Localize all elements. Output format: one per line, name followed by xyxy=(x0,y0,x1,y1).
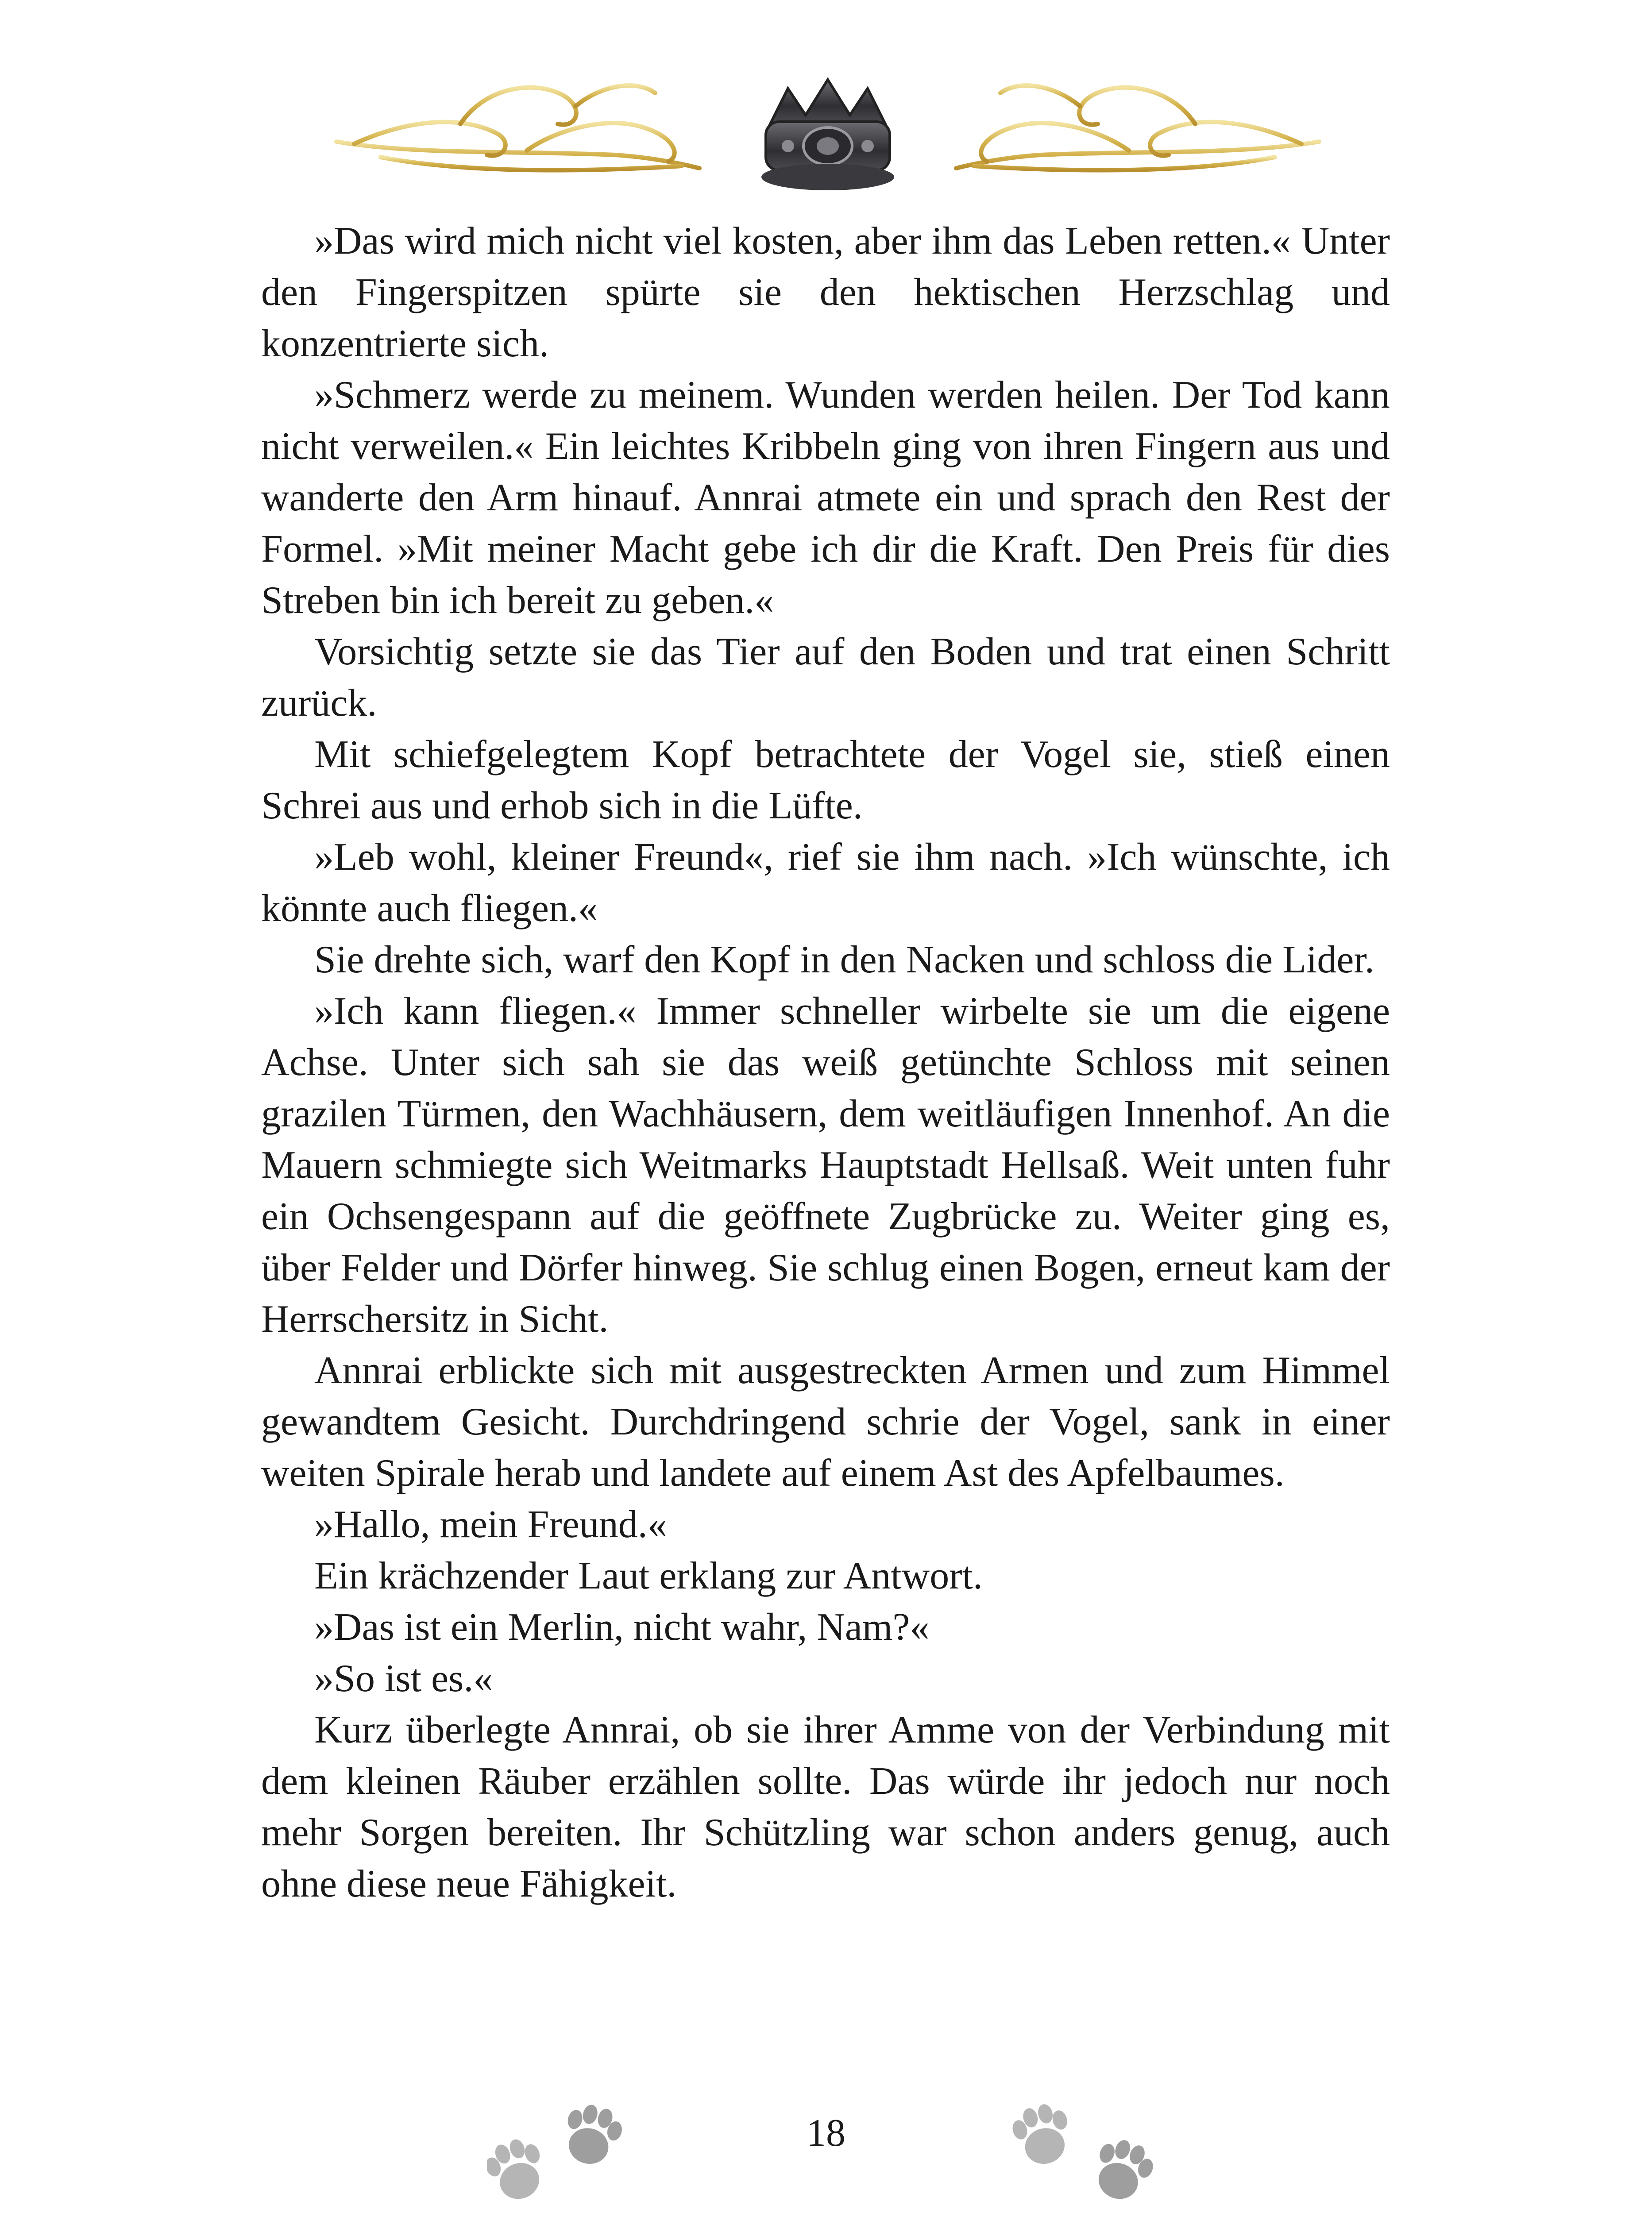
paragraph: Sie drehte sich, warf den Kopf in den Nacken und schloss die Lider. xyxy=(314,938,1374,981)
paw-prints-right-icon xyxy=(1005,2098,1164,2213)
paragraph: »Ich kann fliegen.« Immer schneller wirbelte sie um die eigene Achse. Unter sich sah sie das weiß getünchte Schloss mit seinen grazilen Türmen, den Wachhäusern, dem weitläufigen Innenhof. An die Mauern schmiegte sich Weitmarks Hauptstadt Hellsaß. Weit unten fuhr ein Ochsengespann auf die geöffnete Zugbrücke zu. Weiter ging es, über Felder und Dörfer hinweg. Sie schlug einen Bogen, erneut kam der Herrschersitz in Sicht. xyxy=(261,990,1390,1341)
paragraph: Mit schiefgelegtem Kopf betrachtete der Vogel sie, stieß einen Schrei aus und erhob sich in die Lüfte. xyxy=(261,733,1390,827)
right-scroll-icon xyxy=(956,85,1319,170)
paragraph: »Das wird mich nicht viel kosten, aber ihm das Leben retten.« Unter den Fingerspitzen spürte sie den hektischen Herzschlag und konzentrierte sich. xyxy=(261,220,1390,365)
body-text xyxy=(261,216,1390,1910)
left-scroll-icon xyxy=(336,85,699,170)
paragraph: Ein krächzender Laut erklang zur Antwort. xyxy=(314,1554,983,1597)
paragraph: »Das ist ein Merlin, nicht wahr, Nam?« xyxy=(314,1606,930,1649)
paragraph: »Hallo, mein Freund.« xyxy=(314,1503,667,1546)
crown-icon xyxy=(761,80,894,190)
paragraph: Kurz überlegte Annrai, ob sie ihrer Amme von der Verbindung mit dem kleinen Räuber erzählen sollte. Das würde ihr jedoch nur noch mehr Sorgen bereiten. Ihr Schützling war schon anders genug, auch ohne diese neue Fähigkeit. xyxy=(261,1708,1390,1905)
paragraph: »Leb wohl, kleiner Freund«, rief sie ihm nach. »Ich wünschte, ich könnte auch fliegen.« xyxy=(261,836,1390,930)
paragraph: »So ist es.« xyxy=(314,1657,493,1700)
paragraph: Vorsichtig setzte sie das Tier auf den Boden und trat einen Schritt zurück. xyxy=(261,630,1390,725)
paragraph: »Schmerz werde zu meinem. Wunden werden heilen. Der Tod kann nicht verweilen.« Ein leichtes Kribbeln ging von ihren Fingern aus und wanderte den Arm hinauf. Annrai atmete ein und sprach den Rest der Formel. »Mit meiner Macht gebe ich dir die Kraft. Den Preis für dies Streben bin ich bereit zu geben.« xyxy=(261,374,1390,622)
header-ornament xyxy=(328,66,1328,199)
paragraph: Annrai erblickte sich mit ausgestreckten Armen und zum Himmel gewandtem Gesicht. Durchdringend schrie der Vogel, sank in einer weiten Spirale herab und landete auf einem Ast des Apfelbaumes. xyxy=(261,1349,1390,1495)
page-number: 18 xyxy=(807,2112,845,2155)
